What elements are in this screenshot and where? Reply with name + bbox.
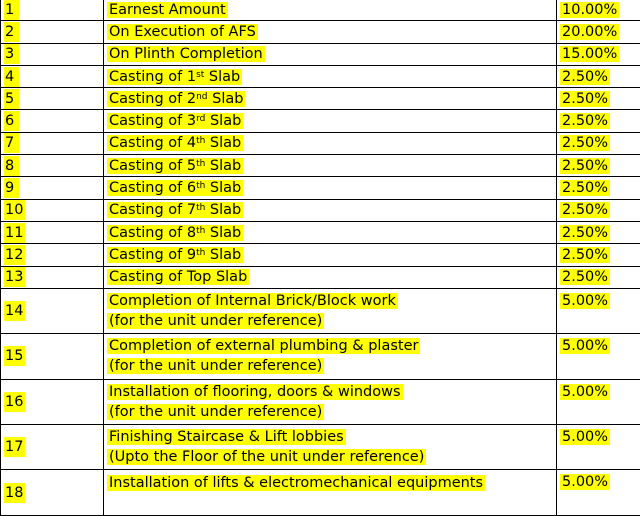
stage-description: Earnest Amount [104, 0, 557, 21]
stage-description: Casting of 3rd Slab [104, 110, 557, 132]
table-row [1, 221, 640, 243]
stage-description: Casting of 1st Slab [104, 65, 557, 87]
payment-percentage: 2.50% [557, 177, 640, 199]
stage-description: Finishing Staircase & Lift lobbies (Upto the Floor of the unit under reference) [104, 425, 557, 470]
payment-percentage: 2.50% [557, 199, 640, 221]
table-row [1, 0, 640, 21]
stage-description: Casting of 4th Slab [104, 132, 557, 154]
row-number: 6 [1, 110, 104, 132]
row-number: 8 [1, 155, 104, 177]
stage-description: Casting of 2nd Slab [104, 88, 557, 110]
payment-percentage: 2.50% [557, 155, 640, 177]
table-row [1, 379, 640, 424]
table-row [1, 288, 640, 333]
payment-percentage: 5.00% [557, 470, 640, 515]
stage-description: Casting of 7th Slab [104, 199, 557, 221]
table-row [1, 199, 640, 221]
payment-percentage: 2.50% [557, 221, 640, 243]
payment-percentage: 2.50% [557, 132, 640, 154]
row-number: 9 [1, 177, 104, 199]
row-number: 17 [1, 425, 104, 470]
payment-percentage: 5.00% [557, 288, 640, 333]
table-row [1, 244, 640, 266]
stage-description: Completion of Internal Brick/Block work (for the unit under reference) [104, 288, 557, 333]
table-row [1, 470, 640, 515]
table-row [1, 425, 640, 470]
row-number: 1 [1, 0, 104, 21]
row-number: 11 [1, 221, 104, 243]
payment-percentage: 2.50% [557, 266, 640, 288]
payment-percentage: 20.00% [557, 21, 640, 43]
stage-description: Casting of 5th Slab [104, 155, 557, 177]
stage-description: Casting of 6th Slab [104, 177, 557, 199]
row-number: 14 [1, 288, 104, 333]
stage-description: Installation of lifts & electromechanical equipments [104, 470, 557, 515]
payment-percentage: 15.00% [557, 43, 640, 65]
stage-description: Casting of 9th Slab [104, 244, 557, 266]
row-number: 5 [1, 88, 104, 110]
payment-percentage: 2.50% [557, 244, 640, 266]
row-number: 13 [1, 266, 104, 288]
payment-percentage: 5.00% [557, 379, 640, 424]
stage-description: On Plinth Completion [104, 43, 557, 65]
table-row [1, 132, 640, 154]
payment-percentage: 2.50% [557, 110, 640, 132]
stage-description: On Execution of AFS [104, 21, 557, 43]
row-number: 18 [1, 470, 104, 515]
table-row [1, 334, 640, 379]
payment-percentage: 5.00% [557, 334, 640, 379]
stage-description: Completion of external plumbing & plaster (for the unit under reference) [104, 334, 557, 379]
payment-percentage: 5.00% [557, 425, 640, 470]
row-number: 12 [1, 244, 104, 266]
table-row [1, 155, 640, 177]
row-number: 10 [1, 199, 104, 221]
table-row [1, 110, 640, 132]
table-row [1, 266, 640, 288]
table-row [1, 177, 640, 199]
table-row [1, 88, 640, 110]
payment-percentage: 2.50% [557, 65, 640, 87]
stage-description: Casting of 8th Slab [104, 221, 557, 243]
row-number: 7 [1, 132, 104, 154]
stage-description: Casting of Top Slab [104, 266, 557, 288]
payment-percentage: 2.50% [557, 88, 640, 110]
stage-description: Installation of flooring, doors & windows (for the unit under reference) [104, 379, 557, 424]
row-number: 3 [1, 43, 104, 65]
table-row [1, 21, 640, 43]
row-number: 4 [1, 65, 104, 87]
row-number: 2 [1, 21, 104, 43]
table-row [1, 43, 640, 65]
table-row [1, 65, 640, 87]
payment-percentage: 10.00% [557, 0, 640, 21]
row-number: 16 [1, 379, 104, 424]
row-number: 15 [1, 334, 104, 379]
